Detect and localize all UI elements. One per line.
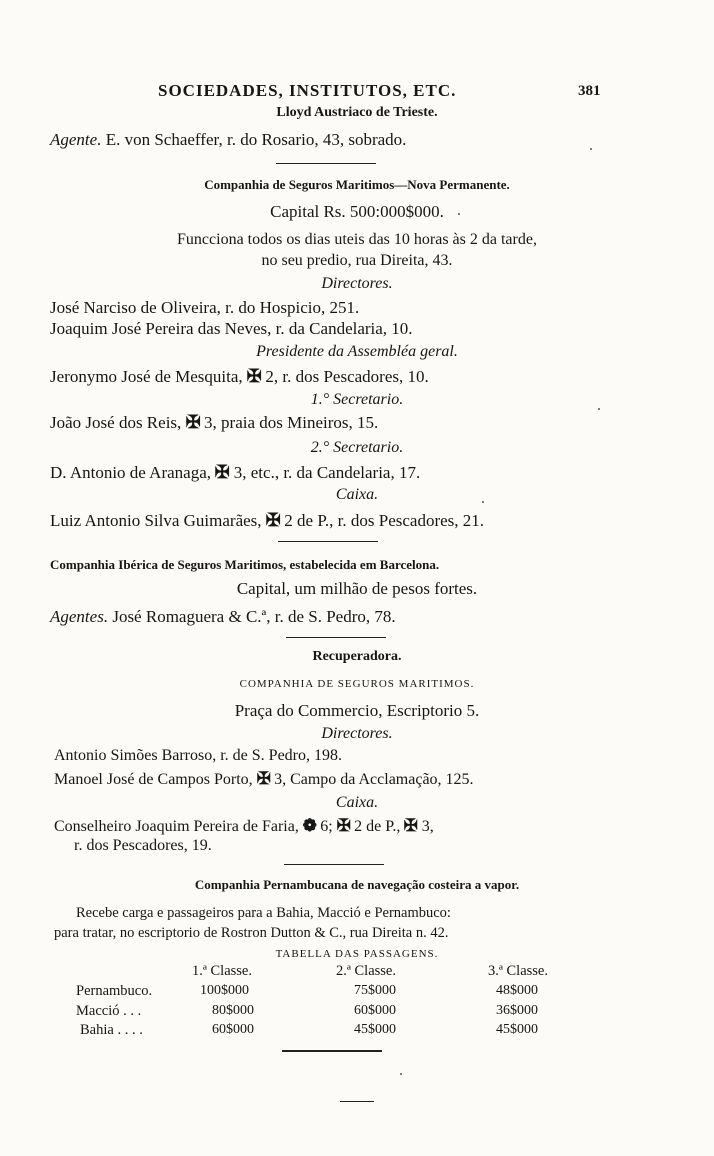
- director-line: Antonio Simões Barroso, r. de S. Pedro, 198.: [54, 747, 342, 764]
- section-divider: [286, 637, 386, 638]
- pernambucana-text: para tratar, no escriptorio de Rostron Dutton & C., rua Direita n. 42.: [54, 925, 449, 941]
- page-end-mark: [340, 1101, 374, 1102]
- pernambucana-text: Recebe carga e passageiros para a Bahia, Macció e Pernambuco:: [76, 905, 451, 921]
- fare-header-3: 3.ª Classe.: [488, 963, 548, 979]
- caixa-line: [54, 816, 434, 836]
- caixa-detail-2: 2 de P.,: [354, 818, 401, 835]
- iberica-title: Companhia Ibérica de Seguros Maritimos, estabelecida em Barcelona.: [50, 557, 440, 572]
- secretario-1-heading: 1.° Secretario.: [310, 391, 404, 408]
- caixa-name: Conselheiro Joaquim Pereira de Faria,: [54, 818, 299, 835]
- fare-cell: 75$000: [354, 983, 396, 998]
- recuperadora-title: Recuperadora.: [312, 649, 402, 664]
- section-divider: [276, 163, 376, 164]
- caixa-heading: Caixa.: [335, 486, 379, 503]
- caixa-detail-1: 6;: [320, 818, 333, 835]
- lloyd-agent: [50, 130, 406, 150]
- secretario-1-name: João José dos Reis,: [50, 413, 182, 432]
- secretario-2-address: 3, etc., r. da Candelaria, 17.: [233, 463, 421, 482]
- section-divider: [282, 1050, 382, 1052]
- recuperadora-address: Praça do Commercio, Escriptorio 5.: [234, 701, 480, 720]
- secretario-2-line: [50, 463, 420, 483]
- director-line: [54, 769, 474, 789]
- director-line: Joaquim José Pereira das Neves, r. da Candelaria, 10.: [50, 319, 413, 338]
- iberica-agents-text: José Romaguera & C.ª, r. de S. Pedro, 78.: [112, 607, 396, 626]
- iberica-agents: [50, 607, 396, 627]
- page-number: 381: [578, 83, 601, 99]
- lloyd-agent-text: E. von Schaeffer, r. do Rosario, 43, sobrado.: [105, 130, 407, 149]
- presidente-address: 2, r. dos Pescadores, 10.: [265, 367, 429, 386]
- fare-row-place: Macció . . .: [76, 1003, 142, 1019]
- paper-speck: [598, 408, 600, 410]
- caixa-name: Luiz Antonio Silva Guimarães,: [50, 511, 262, 530]
- paper-speck: [482, 501, 484, 503]
- lloyd-title: Lloyd Austriaco de Trieste.: [276, 105, 438, 120]
- order-cross-icon: ✠: [265, 510, 281, 531]
- lloyd-agent-label: Agente.: [50, 130, 102, 149]
- nova-permanente-address: no seu predio, rua Direita, 43.: [261, 252, 453, 269]
- iberica-agents-label: Agentes.: [50, 607, 109, 626]
- paper-speck: [590, 148, 592, 150]
- pernambucana-title: Companhia Pernambucana de navegação costeira a vapor.: [194, 877, 520, 892]
- fare-cell: 60$000: [212, 1022, 254, 1037]
- director-name: Manoel José de Campos Porto,: [54, 771, 253, 788]
- section-divider: [284, 864, 384, 865]
- caixa-detail-3: 3,: [421, 818, 434, 835]
- nova-permanente-title: Companhia de Seguros Maritimos—Nova Permanente.: [204, 177, 510, 192]
- caixa-heading: Caixa.: [335, 794, 379, 811]
- fare-header-1: 1.ª Classe.: [192, 963, 252, 979]
- secretario-2-name: D. Antonio de Aranaga,: [50, 463, 211, 482]
- page-header: SOCIEDADES, INSTITUTOS, ETC.: [158, 81, 457, 100]
- order-cross-icon: ✠: [336, 817, 351, 836]
- paper-speck: [458, 213, 460, 215]
- order-badge-icon: ❁: [302, 817, 317, 836]
- fare-cell: 60$000: [354, 1003, 396, 1018]
- order-cross-icon: ✠: [256, 770, 271, 789]
- nova-permanente-capital: Capital Rs. 500:000$000.: [270, 202, 444, 221]
- nova-permanente-hours: Funcciona todos os dias uteis das 10 horas às 2 da tarde,: [177, 231, 537, 248]
- caixa-line: [50, 511, 484, 531]
- order-cross-icon: ✠: [185, 412, 201, 433]
- secretario-2-heading: 2.° Secretario.: [310, 439, 404, 456]
- secretario-1-address: 3, praia dos Mineiros, 15.: [204, 413, 379, 432]
- caixa-address: r. dos Pescadores, 19.: [74, 837, 212, 854]
- directores-heading: Directores.: [321, 275, 393, 292]
- fare-table-title: TABELLA DAS PASSAGENS.: [275, 948, 439, 960]
- paper-speck: [400, 1073, 402, 1075]
- presidente-heading: Presidente da Assembléa geral.: [256, 343, 458, 360]
- presidente-line: [50, 367, 429, 387]
- section-divider: [278, 541, 378, 542]
- director-line: José Narciso de Oliveira, r. do Hospicio, 251.: [50, 298, 360, 317]
- fare-cell: 80$000: [212, 1003, 254, 1018]
- fare-cell: 100$000: [200, 983, 249, 998]
- order-cross-icon: ✠: [403, 817, 419, 836]
- order-cross-icon: ✠: [246, 366, 262, 387]
- fare-cell: 48$000: [496, 983, 538, 998]
- iberica-capital: Capital, um milhão de pesos fortes.: [236, 579, 478, 598]
- fare-cell: 45$000: [496, 1022, 538, 1037]
- fare-cell: 45$000: [354, 1022, 396, 1037]
- presidente-name: Jeronymo José de Mesquita,: [50, 367, 243, 386]
- fare-row-place: Pernambuco.: [76, 983, 153, 999]
- fare-row-place: Bahia . . . .: [80, 1022, 143, 1038]
- fare-header-2: 2.ª Classe.: [336, 963, 396, 979]
- caixa-address: 2 de P., r. dos Pescadores, 21.: [284, 511, 485, 530]
- recuperadora-subtitle: COMPANHIA DE SEGUROS MARITIMOS.: [239, 678, 475, 690]
- secretario-1-line: [50, 413, 378, 433]
- fare-cell: 36$000: [496, 1003, 538, 1018]
- order-cross-icon: ✠: [214, 462, 230, 483]
- director-address: 3, Campo da Acclamação, 125.: [274, 771, 474, 788]
- directores-heading: Directores.: [321, 725, 393, 742]
